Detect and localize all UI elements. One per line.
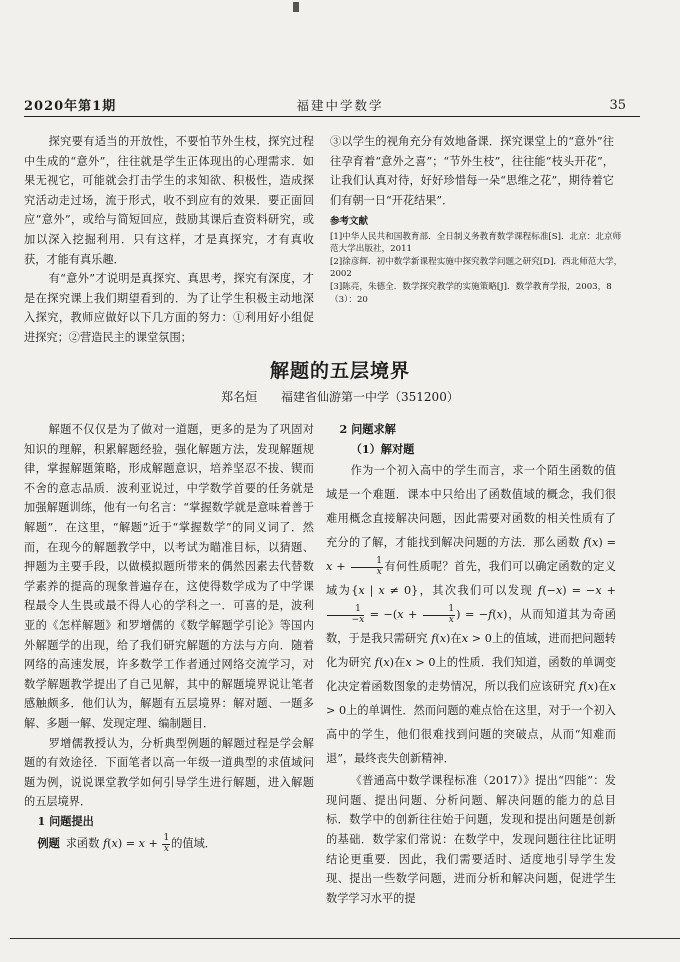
example-text: 的值域．	[171, 837, 216, 851]
reference-item: [3]陈亮，朱德全．数学探究教学的实施策略[J]．数学教育学报，2003，8（3）：20	[330, 281, 612, 305]
example-label: 例题	[37, 836, 60, 851]
example-text: 求函数	[65, 837, 100, 851]
article-right-column	[326, 420, 616, 908]
header-rule	[24, 116, 640, 117]
paragraph: 罗增儒教授认为，分析典型例题的解题过程是学会解题的有效途径．下面笔者以高一年级一道典型的求值域问题为例，说说课堂教学如何引导学生进行解题，进入解题的五层境界．	[24, 736, 314, 809]
article-title: 解题的五层境界	[269, 360, 410, 382]
previous-article-right-column	[330, 132, 614, 210]
formula-fx: f(x) = x + $\frac{1}{x}$	[102, 833, 170, 854]
footer-rule	[10, 938, 680, 939]
paragraph: 有“意外”才说明是真探究、真思考，探究有深度，才是在探究课上我们期望看到的．为了让学生积极主动地深入探究，教师应做好以下几方面的努力：①利用好小组促进探究；②营造民主的课堂氛围；	[24, 272, 314, 344]
scan-mark	[293, 2, 299, 12]
reference-item: [2]徐彦辉．初中数学新课程实施中探究教学问题之研究[D]．西北师范大学，2002	[330, 256, 623, 280]
subsection-heading: （1）解对题	[350, 441, 415, 456]
paragraph: 《普通高中数学课程标准（2017）》提出“四能”：发现问题、提出问题、分析问题、解决问题的能力的总目标．数学中的创新往往始于问题，发现和提出问题是创新的基础．数学家们常说：在数学中，发现问题往往比证明结论更重要．因此，我们需要适时、适度地引导学生发现、提出一些数学问题，进而分析和解决问题，促进学生数学学习水平的提	[326, 774, 616, 905]
paragraph: 探究要有适当的开放性，不要怕节外生枝，探究过程中生成的“意外”，往往就是学生正体现出的心理需求．如果无视它，可能就会打击学生的求知欲、积极性，造成探究活动走过场，流于形式，收不到应有的效果．要正面回应“意外”，或给与简短回应，鼓励其课后查资料研究，或加以深入挖掘利用．只有这样，才是真探究，才有真收获，才能有真乐趣．	[24, 135, 314, 266]
references-title: 参考文献	[330, 216, 369, 227]
section-heading: 2 问题求解	[339, 422, 396, 436]
author-affiliation: 福建省仙游第一中学（351200）	[281, 390, 459, 404]
author-name: 郑名烜	[221, 390, 258, 404]
page-number: 35	[609, 98, 626, 113]
references	[330, 216, 626, 306]
issue-label: 2020年第1期	[24, 99, 117, 114]
journal-name: 福建中学数学	[296, 98, 384, 113]
previous-article-left-column	[24, 132, 314, 348]
paragraph: 作为一个初入高中的学生而言，求一个陌生函数的值域是一个难题．课本中只给出了函数值域的概念，我们很难用概念直接解决问题，因此需要对函数的相关性质有了充分的了解，才能找到解决问题的方法．那么函数 f(x) = x + $\frac{1}{x}$ 有何性质呢？首先，我们可以确定函数的定义域为{x | x ≠ 0}，其次我们可以发现 f(−x) = −x + $\frac{1}{-x}$ = −(x + $\frac{1}{x}$ ) = −f(x)，从而知道其为奇函数，于是我只需研究 f(x)在x > 0上的值域，进而把问题转化为研究 f(x)在x > 0上的性质．我们知道，函数的单调变化决定着函数图象的走势情况，所以我们应该研究 f(x)在x > 0上的单调性．然而问题的难点恰在这里，对于一个初入高中的学生，他们很难找到问题的突破点，从而“知难而退”，最终丧失创新精神．	[326, 464, 616, 766]
reference-item: [1]中华人民共和国教育部．全日制义务教育数学课程标准[S]．北京：北京师范大学出版社，2011	[330, 231, 622, 255]
section-heading: 1 问题提出	[37, 813, 94, 828]
byline	[0, 388, 680, 405]
example-problem	[24, 831, 314, 856]
paragraph: 解题不仅仅是为了做对一道题，更多的是为了巩固对知识的理解，积累解题经验，强化解题方法，发现解题规律，掌握解题策略，形成解题意识，培养坚忍不拔、锲而不舍的意志品质．波利亚说过，中学数学首要的任务就是加强解题训练，他有一句名言：“掌握数学就是意味着善于解题”．在这里，“解题”近于“掌握数学”的同义词了．然而，在现今的解题教学中，以考试为瞄准目标，以猜题、押题为主要手段，以做模拟题所带来的偶然因素去代替数学素养的提高的现象普遍存在，这使得数学成为了中学课程最令人生畏或最不得人心的学科之一．可喜的是，波利亚的《怎样解题》和罗增儒的《数学解题学引论》等国内外解题学的出现，给了我们研究解题的方法与方向．随着网络的高速发展，许多数学工作者通过网络交流学习，对数学解题教学提出了自己见解，其中的解题境界说让笔者感触颇多．他们认为，解题有五层境界：解对题、一题多解、多题一解、发现定理、编制题目．	[24, 423, 314, 730]
paragraph: ③以学生的视角充分有效地备课．探究课堂上的“意外”往往孕育着“意外之喜”；“节外生枝”，往往能“枝头开花”，让我们认真对待，好好珍惜每一朵“思维之花”，期待着它们有朝一日“开花结果”．	[330, 135, 614, 207]
article-left-column	[24, 420, 314, 856]
